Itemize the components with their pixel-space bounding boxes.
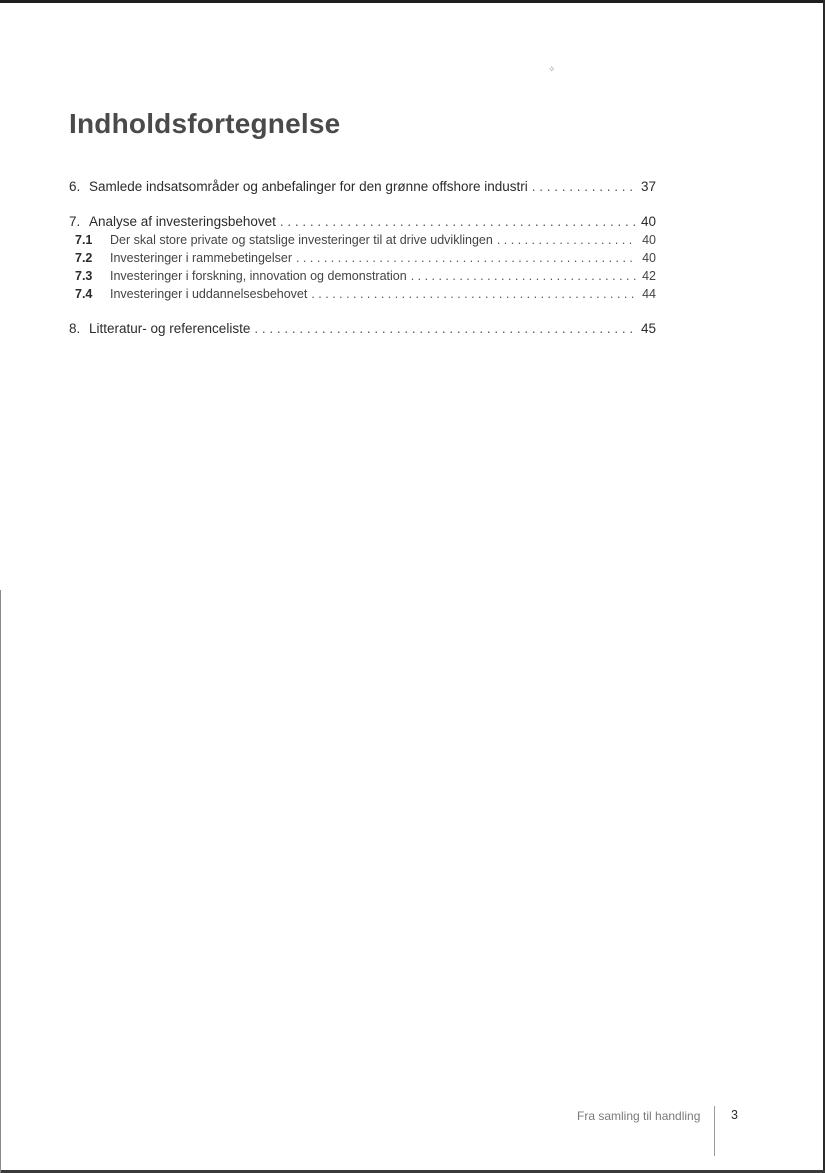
scan-border-top — [0, 0, 825, 3]
toc-entry-label: Investeringer i rammebetingelser — [110, 251, 293, 265]
dot-leader — [280, 213, 636, 231]
toc-entry-number: 8. — [69, 321, 81, 336]
toc-entry-page: 40 — [642, 251, 656, 265]
footer-page-number: 3 — [731, 1108, 738, 1122]
toc-entry-page: 40 — [642, 233, 656, 247]
footer-divider — [714, 1106, 715, 1156]
scan-border-left — [0, 590, 1, 1173]
dot-leader — [296, 249, 636, 267]
toc-entry-page: 44 — [642, 287, 656, 301]
toc-entry-label: Samlede indsatsområder og anbefalinger for den grønne offshore industri — [89, 179, 528, 194]
table-of-contents — [69, 178, 656, 338]
toc-entry-label: Der skal store private og statslige investeringer til at drive udviklingen — [110, 233, 493, 247]
toc-entry-label: Investeringer i forskning, innovation og demonstration — [110, 269, 407, 283]
toc-entry-label: Litteratur- og referenceliste — [89, 321, 251, 336]
toc-entry-number: 7.3 — [75, 269, 93, 283]
toc-entry-number: 6. — [69, 179, 81, 194]
dot-leader — [497, 231, 636, 249]
toc-entry-number: 7.1 — [75, 233, 93, 247]
toc-entry-page: 40 — [640, 214, 656, 229]
toc-entry-7-4[interactable] — [69, 285, 656, 303]
toc-entry-page: 42 — [642, 269, 656, 283]
scan-speck-icon: ✧ — [548, 64, 556, 74]
toc-entry-7-2[interactable] — [69, 249, 656, 267]
dot-leader — [532, 178, 636, 196]
footer-publication-title: Fra samling til handling — [577, 1109, 701, 1123]
toc-entry-label: Investeringer i uddannelsesbehovet — [110, 287, 308, 301]
toc-entry-page: 45 — [640, 321, 656, 336]
toc-entry-page: 37 — [640, 179, 656, 194]
toc-entry-number: 7.4 — [75, 287, 93, 301]
dot-leader — [411, 267, 636, 285]
toc-entry-label: Analyse af investeringsbehovet — [89, 214, 276, 229]
toc-entry-6[interactable] — [69, 178, 656, 196]
toc-entry-8[interactable] — [69, 320, 656, 338]
dot-leader — [311, 285, 636, 303]
section-gap — [69, 303, 656, 320]
toc-entry-number: 7.2 — [75, 251, 93, 265]
toc-entry-number: 7. — [69, 214, 81, 229]
page-title: Indholdsfortegnelse — [69, 108, 341, 139]
toc-entry-7-3[interactable] — [69, 267, 656, 285]
toc-entry-7-1[interactable] — [69, 231, 656, 249]
toc-entry-7[interactable] — [69, 213, 656, 231]
section-gap — [69, 196, 656, 213]
dot-leader — [254, 320, 636, 338]
